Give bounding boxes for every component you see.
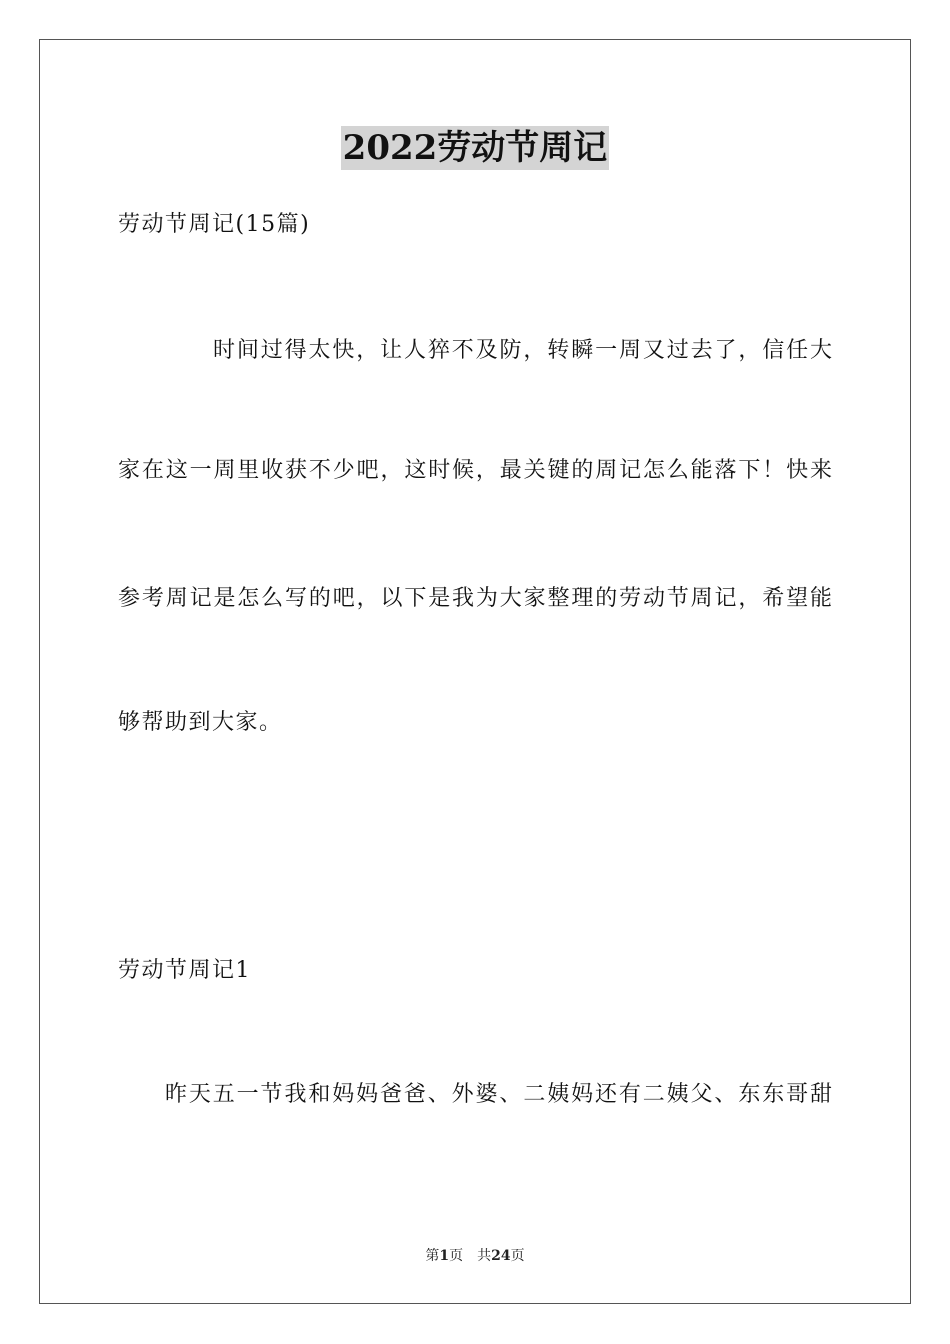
footer-total-suffix: 页 <box>510 1248 525 1264</box>
title-container <box>0 126 950 170</box>
document-subtitle: 劳动节周记(15篇) <box>118 212 311 237</box>
footer-total-prefix: 共 <box>477 1248 492 1264</box>
footer-page-number: 1 <box>439 1248 450 1264</box>
footer-total-pages: 24 <box>491 1248 511 1264</box>
intro-line-1: 时间过得太快，让人猝不及防，转瞬一周又过去了，信任大 <box>213 338 832 363</box>
intro-line-3: 参考周记是怎么写的吧，以下是我为大家整理的劳动节周记，希望能 <box>118 586 832 611</box>
section-line-1: 昨天五一节我和妈妈爸爸、外婆、二姨妈还有二姨父、东东哥甜 <box>165 1082 832 1107</box>
page-footer <box>0 1247 950 1265</box>
document-title: 2022劳动节周记 <box>342 128 608 168</box>
footer-page-prefix: 第 <box>425 1248 440 1264</box>
footer-page-suffix: 页 <box>449 1248 464 1264</box>
intro-line-2: 家在这一周里收获不少吧，这时候，最关键的周记怎么能落下！快来 <box>118 458 832 483</box>
intro-line-4: 够帮助到大家。 <box>118 710 283 735</box>
section-heading: 劳动节周记1 <box>118 958 251 983</box>
